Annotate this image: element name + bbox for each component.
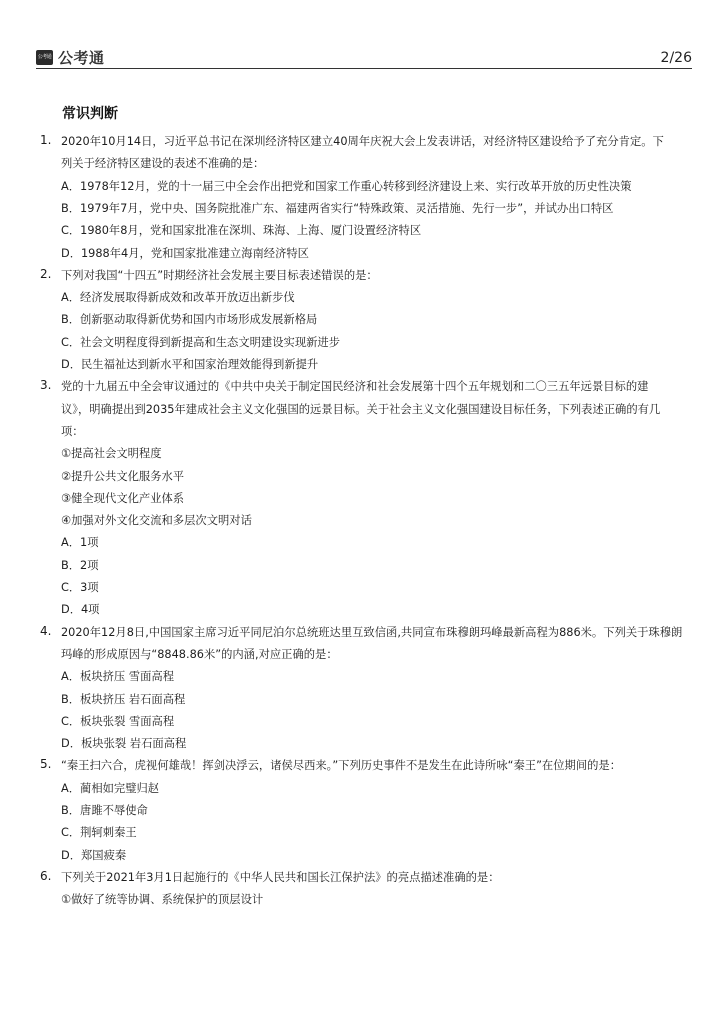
answer-option: C．社会文明程度得到新提高和生态文明建设实现新进步 bbox=[61, 335, 341, 349]
logo-text: 公考通 bbox=[58, 48, 105, 67]
question-stem-line: ②提升公共文化服务水平 bbox=[61, 469, 185, 483]
question-number: 1. bbox=[40, 133, 52, 147]
question-stem-line: ④加强对外文化交流和多层次文明对话 bbox=[61, 514, 252, 528]
question-stem-line: 列关于经济特区建设的表述不准确的是： bbox=[61, 157, 265, 171]
page-number: 2/26 bbox=[660, 50, 692, 66]
logo-badge-icon: 公考通 bbox=[36, 50, 53, 65]
answer-option: C．板块张裂 雪面高程 bbox=[61, 714, 175, 728]
question-number: 6. bbox=[40, 868, 52, 883]
question-stem-line: 2020年12月8日,中国国家主席习近平同尼泊尔总统班达里互致信函,共同宣布珠穆朗玛峰最新高程为886米。下列关于珠穆朗 bbox=[61, 625, 683, 639]
question-number: 2. bbox=[40, 266, 52, 281]
question-stem-line: 项： bbox=[61, 424, 84, 438]
question-number: 5. bbox=[40, 757, 52, 772]
answer-option: D．1988年4月，党和国家批准建立海南经济特区 bbox=[61, 246, 309, 260]
question-stem-line: 党的十九届五中全会审议通过的《中共中央关于制定国民经济和社会发展第十四个五年规划和二〇三五年远景目标的建 bbox=[61, 380, 649, 394]
question-stem-line: ①做好了统等协调、系统保护的顶层设计 bbox=[61, 893, 264, 907]
question-stem-line: 下列对我国“十四五”时期经济社会发展主要目标表述错误的是： bbox=[61, 268, 378, 282]
answer-option: A．1978年12月，党的十一届三中全会作出把党和国家工作重心转移到经济建设上来、实行改革开放的历史性决策 bbox=[61, 179, 632, 193]
answer-option: C．1980年8月，党和国家批准在深圳、珠海、上海、厦门设置经济特区 bbox=[61, 224, 422, 238]
answer-option: B．唐雎不辱使命 bbox=[61, 804, 148, 817]
answer-option: A．1项 bbox=[61, 536, 99, 550]
answer-option: B．板块挤压 岩石面高程 bbox=[61, 692, 186, 706]
answer-option: D．郑国疲秦 bbox=[61, 848, 127, 862]
page-header bbox=[36, 44, 692, 69]
answer-option: C．3项 bbox=[61, 581, 99, 594]
answer-option: D．4项 bbox=[61, 603, 100, 617]
answer-option: A．板块挤压 雪面高程 bbox=[61, 670, 174, 684]
answer-option: A．蔺相如完璧归赵 bbox=[61, 781, 160, 795]
question-stem-line: “秦王扫六合，虎视何雄哉！挥剑决浮云，诸侯尽西来。”下列历史事件不是发生在此诗所咏“秦王”在位期间的是： bbox=[61, 759, 622, 773]
answer-option: D．板块张裂 岩石面高程 bbox=[61, 737, 187, 751]
question-stem-line: ③健全现代文化产业体系 bbox=[61, 491, 185, 505]
answer-option: C．荆轲刺秦王 bbox=[61, 826, 137, 840]
question-number: 3. bbox=[40, 378, 52, 393]
question-stem-line: 玛峰的形成原因与“8848.86米”的内涵,对应正确的是： bbox=[61, 647, 338, 661]
answer-option: D．民生福祉达到新水平和国家治理效能得到新提升 bbox=[61, 358, 319, 371]
question-stem-line: 2020年10月14日，习近平总书记在深圳经济特区建立40周年庆祝大会上发表讲话，对经济特区建设给予了充分肯定。下 bbox=[61, 135, 664, 148]
answer-option: B．1979年7月，党中央、国务院批准广东、福建两省实行“特殊政策、灵活措施、先行一步”，并试办出口特区 bbox=[61, 201, 614, 215]
section-title: 常识判断 bbox=[62, 106, 118, 122]
question-stem-line: 议》，明确提出到2035年建成社会主义文化强国的远景目标。关于社会主义文化强国建设目标任务，下列表述正确的有几 bbox=[61, 402, 661, 416]
answer-option: B．创新驱动取得新优势和国内市场形成发展新格局 bbox=[61, 313, 318, 327]
answer-option: A．经济发展取得新成效和改革开放迈出新步伐 bbox=[61, 291, 295, 305]
question-stem-line: ①提高社会文明程度 bbox=[61, 447, 162, 461]
brand-logo bbox=[36, 48, 105, 66]
question-number: 4. bbox=[40, 623, 52, 638]
answer-option: B．2项 bbox=[61, 558, 99, 572]
question-stem-line: 下列关于2021年3月1日起施行的《中华人民共和国长江保护法》的亮点描述准确的是： bbox=[61, 870, 500, 884]
